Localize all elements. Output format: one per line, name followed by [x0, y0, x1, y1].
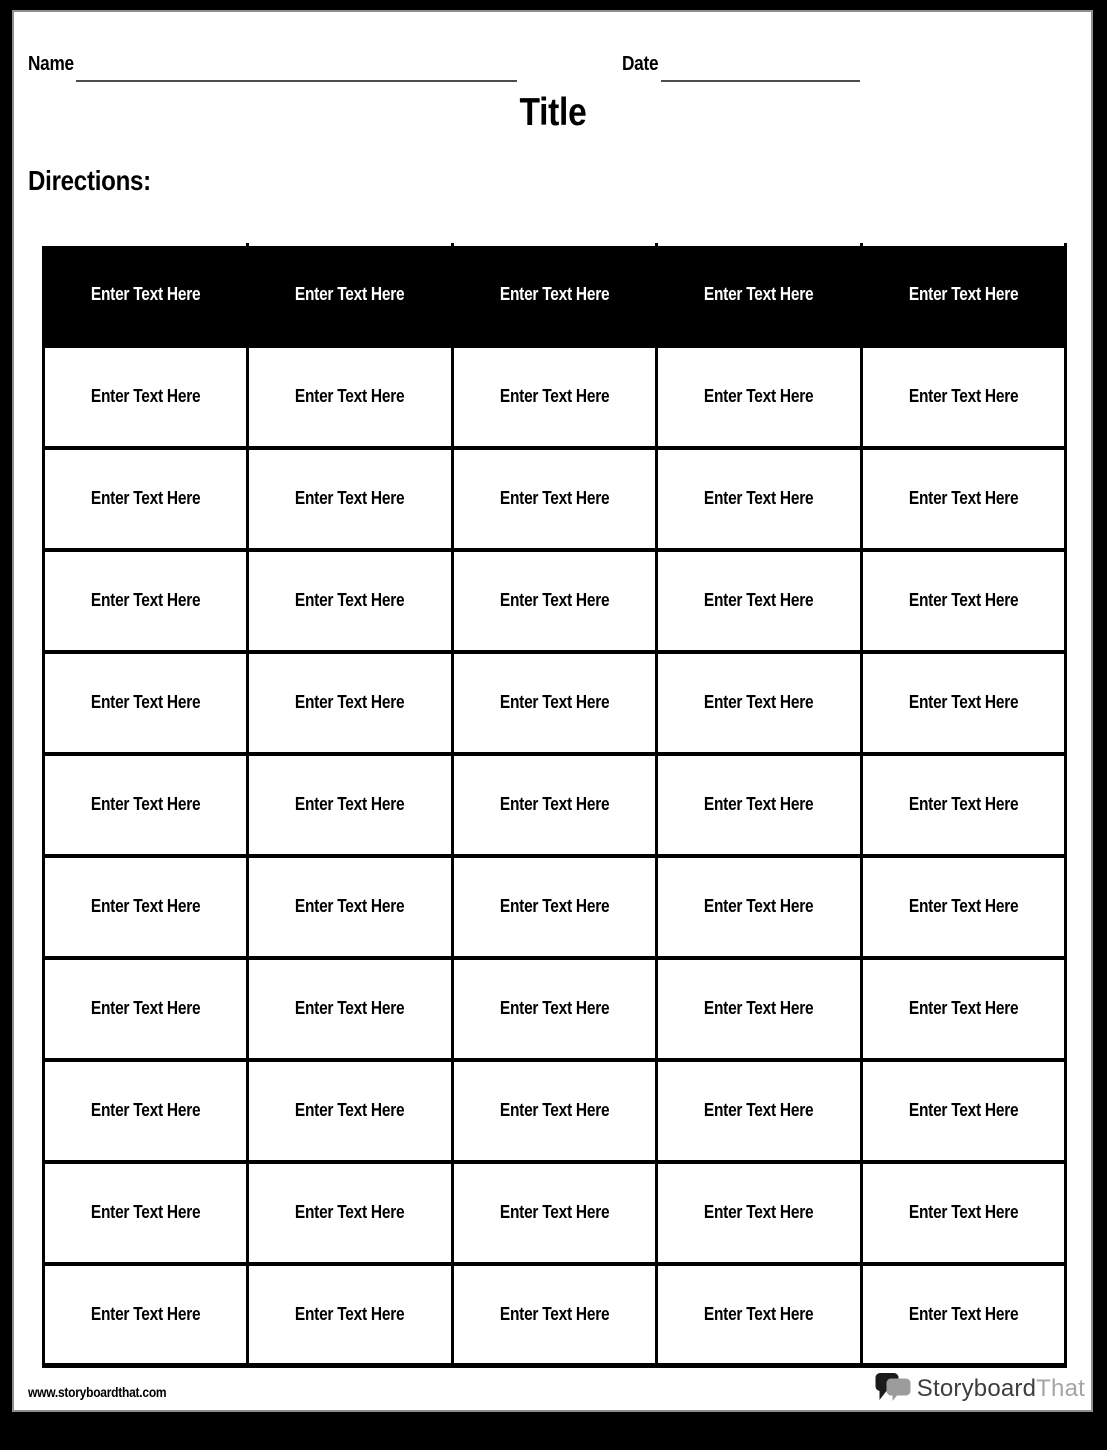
cell-text: Enter Text Here	[704, 488, 814, 508]
table-header-row	[44, 245, 1066, 346]
cell-text: Enter Text Here	[499, 488, 610, 508]
cell-text: Enter Text Here	[499, 896, 610, 916]
cell-text: Enter Text Here	[295, 1202, 405, 1222]
website-url-text: www.storyboardthat.com	[28, 1384, 167, 1400]
name-label-text: Name	[28, 53, 74, 75]
table-head	[44, 245, 1066, 346]
cell-text: Enter Text Here	[908, 590, 1018, 610]
cell-text: Enter Text Here	[704, 1303, 814, 1324]
table-cell[interactable]	[44, 856, 248, 958]
table-cell[interactable]	[248, 652, 452, 754]
table-cell[interactable]	[44, 1264, 248, 1366]
table-cell[interactable]	[452, 1162, 656, 1264]
date-blank-line	[661, 80, 860, 82]
table-cell[interactable]	[248, 346, 452, 448]
cell-text: Enter Text Here	[499, 386, 610, 406]
cell-text: Enter Text Here	[90, 386, 201, 406]
storyboardthat-logo	[874, 1372, 1085, 1405]
cell-text: Enter Text Here	[499, 692, 610, 712]
table-cell[interactable]	[452, 652, 656, 754]
date-label-text: Date	[622, 53, 659, 75]
logo-text-storyboard: Storyboard	[916, 1374, 1037, 1402]
table-cell[interactable]	[657, 550, 861, 652]
worksheet-page	[12, 10, 1093, 1412]
cell-text: Enter Text Here	[499, 1202, 610, 1222]
header-cell-text: Enter Text Here	[499, 284, 610, 305]
header-cell-text: Enter Text Here	[295, 284, 405, 305]
table-cell[interactable]	[861, 1264, 1065, 1366]
cell-text: Enter Text Here	[499, 794, 610, 814]
cell-text: Enter Text Here	[90, 998, 201, 1018]
cell-text: Enter Text Here	[295, 590, 405, 610]
logo-text-that: That	[1036, 1374, 1085, 1402]
table-cell[interactable]	[248, 856, 452, 958]
cell-text: Enter Text Here	[499, 998, 610, 1018]
cell-text: Enter Text Here	[90, 1100, 201, 1120]
table-cell[interactable]	[657, 856, 861, 958]
table-header-cell[interactable]	[452, 245, 656, 346]
table-row	[44, 754, 1066, 856]
cell-text: Enter Text Here	[499, 1303, 610, 1324]
cell-text: Enter Text Here	[704, 692, 814, 712]
table-header-cell[interactable]	[248, 245, 452, 346]
table-cell[interactable]	[861, 856, 1065, 958]
cell-text: Enter Text Here	[295, 896, 405, 916]
table-cell[interactable]	[657, 1060, 861, 1162]
speech-bubbles-icon	[874, 1372, 912, 1405]
table-cell[interactable]	[248, 754, 452, 856]
table-cell[interactable]	[657, 958, 861, 1060]
cell-text: Enter Text Here	[908, 998, 1018, 1018]
cell-text: Enter Text Here	[90, 794, 201, 814]
table-cell[interactable]	[861, 754, 1065, 856]
table-cell[interactable]	[248, 958, 452, 1060]
name-label	[28, 53, 81, 76]
table-cell[interactable]	[44, 754, 248, 856]
table-cell[interactable]	[657, 448, 861, 550]
table-row	[44, 550, 1066, 652]
table-cell[interactable]	[657, 1162, 861, 1264]
table-cell[interactable]	[861, 652, 1065, 754]
table-cell[interactable]	[248, 1060, 452, 1162]
cell-text: Enter Text Here	[90, 692, 201, 712]
table-cell[interactable]	[657, 1264, 861, 1366]
table-cell[interactable]	[861, 1162, 1065, 1264]
cell-text: Enter Text Here	[90, 896, 201, 916]
cell-text: Enter Text Here	[908, 386, 1018, 406]
table-header-cell[interactable]	[44, 245, 248, 346]
cell-text: Enter Text Here	[908, 692, 1018, 712]
table-row	[44, 346, 1066, 448]
table-cell[interactable]	[861, 346, 1065, 448]
cell-text: Enter Text Here	[295, 794, 405, 814]
table-row	[44, 1162, 1066, 1264]
worksheet-table	[42, 243, 1067, 1368]
table-cell[interactable]	[657, 346, 861, 448]
cell-text: Enter Text Here	[704, 998, 814, 1018]
table-row	[44, 1060, 1066, 1162]
table-cell[interactable]	[248, 1162, 452, 1264]
cell-text: Enter Text Here	[704, 386, 814, 406]
table-cell[interactable]	[452, 346, 656, 448]
table-cell[interactable]	[248, 448, 452, 550]
page-title	[14, 92, 1091, 135]
cell-text: Enter Text Here	[90, 1303, 201, 1324]
cell-text: Enter Text Here	[704, 590, 814, 610]
name-blank-line	[76, 80, 517, 82]
cell-text: Enter Text Here	[90, 1202, 201, 1222]
directions-label	[28, 165, 171, 197]
cell-text: Enter Text Here	[295, 998, 405, 1018]
table-cell[interactable]	[657, 652, 861, 754]
table-header-cell[interactable]	[861, 245, 1065, 346]
table-cell[interactable]	[657, 754, 861, 856]
table-cell[interactable]	[452, 550, 656, 652]
table-cell[interactable]	[861, 550, 1065, 652]
table-cell[interactable]	[44, 346, 248, 448]
cell-text: Enter Text Here	[90, 488, 201, 508]
table-cell[interactable]	[44, 958, 248, 1060]
cell-text: Enter Text Here	[704, 1202, 814, 1222]
table-cell[interactable]	[452, 448, 656, 550]
cell-text: Enter Text Here	[295, 1303, 405, 1324]
page-title-text: Title	[518, 91, 587, 134]
table-row	[44, 856, 1066, 958]
table-cell[interactable]	[44, 1162, 248, 1264]
cell-text: Enter Text Here	[295, 1100, 405, 1120]
table-cell[interactable]	[452, 754, 656, 856]
table-cell[interactable]	[452, 856, 656, 958]
table-cell[interactable]	[452, 1264, 656, 1366]
table-cell[interactable]	[861, 448, 1065, 550]
cell-text: Enter Text Here	[908, 1202, 1018, 1222]
table-row	[44, 958, 1066, 1060]
header-cell-text: Enter Text Here	[908, 284, 1018, 305]
header-cell-text: Enter Text Here	[704, 284, 814, 305]
header-cell-text: Enter Text Here	[90, 284, 201, 305]
table-row	[44, 1264, 1066, 1366]
cell-text: Enter Text Here	[295, 692, 405, 712]
cell-text: Enter Text Here	[908, 1100, 1018, 1120]
table-header-cell[interactable]	[657, 245, 861, 346]
cell-text: Enter Text Here	[499, 590, 610, 610]
cell-text: Enter Text Here	[704, 896, 814, 916]
cell-text: Enter Text Here	[908, 1303, 1018, 1324]
cell-text: Enter Text Here	[295, 386, 405, 406]
logo-wordmark	[916, 1374, 1085, 1402]
table-cell[interactable]	[861, 958, 1065, 1060]
table-cell[interactable]	[452, 1060, 656, 1162]
table-row	[44, 448, 1066, 550]
cell-text: Enter Text Here	[704, 794, 814, 814]
table-cell[interactable]	[44, 448, 248, 550]
table-body	[44, 346, 1066, 1366]
table-cell[interactable]	[44, 550, 248, 652]
cell-text: Enter Text Here	[908, 488, 1018, 508]
table-cell[interactable]	[44, 652, 248, 754]
cell-text: Enter Text Here	[908, 896, 1018, 916]
table-cell[interactable]	[248, 1264, 452, 1366]
cell-text: Enter Text Here	[704, 1100, 814, 1120]
cell-text: Enter Text Here	[499, 1100, 610, 1120]
cell-text: Enter Text Here	[295, 488, 405, 508]
website-url	[28, 1384, 189, 1400]
table-cell[interactable]	[452, 958, 656, 1060]
table-cell[interactable]	[248, 550, 452, 652]
table-cell[interactable]	[861, 1060, 1065, 1162]
cell-text: Enter Text Here	[90, 590, 201, 610]
table-row	[44, 652, 1066, 754]
directions-label-text: Directions:	[28, 165, 151, 196]
table-cell[interactable]	[44, 1060, 248, 1162]
cell-text: Enter Text Here	[908, 794, 1018, 814]
date-label	[622, 53, 664, 76]
